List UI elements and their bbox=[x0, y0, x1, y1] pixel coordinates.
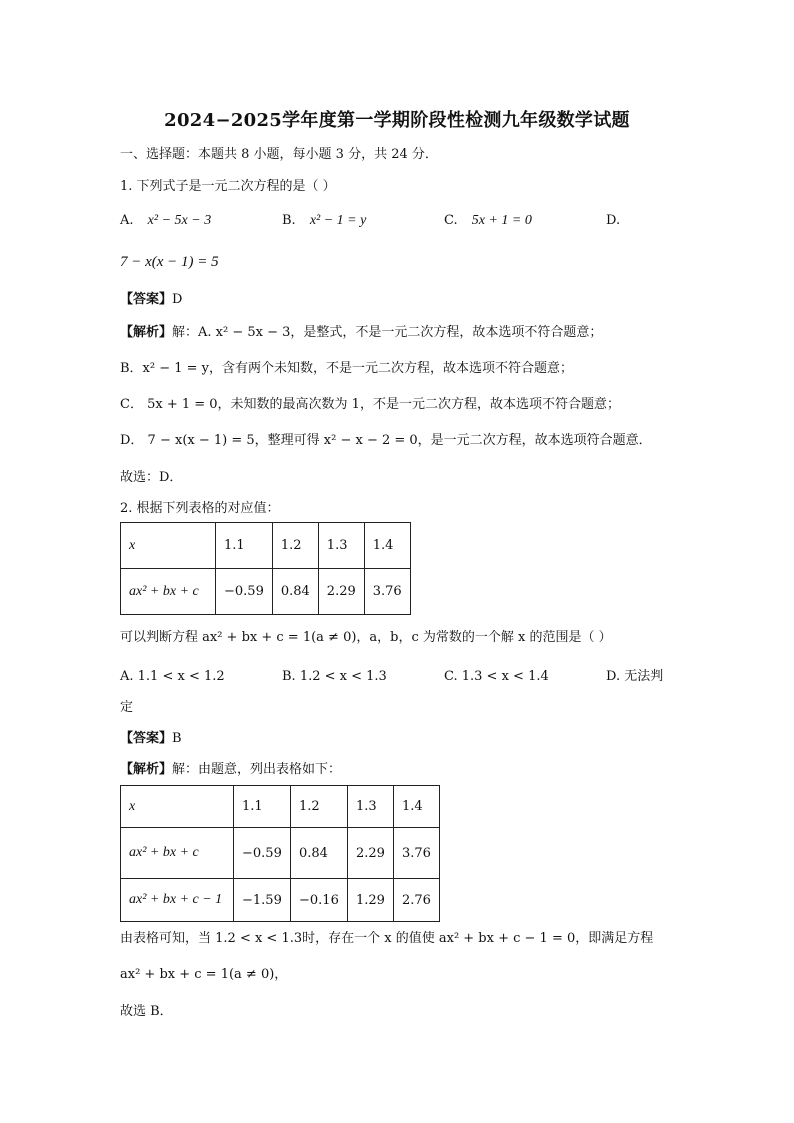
table-cell: −0.59 bbox=[216, 569, 273, 615]
table-cell: −0.59 bbox=[234, 828, 291, 879]
q2-option-a: A. 1.1 < x < 1.2 bbox=[120, 669, 225, 684]
q2-analysis-table bbox=[120, 785, 440, 922]
table-cell: x bbox=[121, 786, 234, 828]
table-cell: ax² + bx + c bbox=[121, 569, 216, 615]
table-cell: 3.76 bbox=[393, 828, 439, 879]
table-cell: −0.16 bbox=[291, 879, 348, 922]
q2-answer-value: B bbox=[172, 731, 182, 746]
table-cell: 1.2 bbox=[291, 786, 348, 828]
table-row bbox=[121, 828, 440, 879]
table-cell: −1.59 bbox=[234, 879, 291, 922]
q2-answer-label: 【答案】 bbox=[120, 731, 173, 746]
q1-option-b-label: B. bbox=[282, 213, 296, 228]
q1-analysis-c: C． 5x + 1 = 0，未知数的最高次数为 1，不是一元二次方程，故本选项不符合题意； bbox=[120, 397, 620, 412]
q1-option-b-expr: x² − 1 = y bbox=[309, 213, 367, 228]
q1-analysis-d: D． 7 − x(x − 1) = 5，整理可得 x² − x − 2 = 0，是一元二次方程，故本选项符合题意． bbox=[120, 433, 652, 448]
table-cell: x bbox=[121, 523, 216, 569]
q1-answer bbox=[120, 291, 182, 309]
table-cell: 2.29 bbox=[348, 828, 394, 879]
q1-option-a-expr: x² − 5x − 3 bbox=[147, 213, 212, 228]
q1-option-d-label: D. bbox=[606, 213, 621, 228]
q2-reasoning-line1: 由表格可知，当 1.2 < x < 1.3时，存在一个 x 的值使 ax² + bx + c − 1 = 0，即满足方程 bbox=[120, 931, 654, 946]
q2-reasoning-line2: ax² + bx + c = 1(a ≠ 0)， bbox=[120, 967, 288, 982]
q1-stem: 1. 下列式子是一元二次方程的是（ ） bbox=[120, 179, 336, 194]
table-row bbox=[121, 786, 440, 828]
table-cell: 1.3 bbox=[348, 786, 394, 828]
q2-analysis-label: 【解析】 bbox=[120, 762, 173, 777]
section-heading: 一、选择题：本题共 8 小题，每小题 3 分，共 24 分． bbox=[120, 147, 438, 162]
table-cell: ax² + bx + c bbox=[121, 828, 234, 879]
table-cell: 1.29 bbox=[348, 879, 394, 922]
q1-option-a-label: A. bbox=[120, 213, 134, 228]
q1-analysis-label: 【解析】 bbox=[120, 325, 173, 340]
q1-analysis-b: B．x² − 1 = y，含有两个未知数，不是一元二次方程，故本选项不符合题意； bbox=[120, 361, 574, 376]
table-cell: 1.4 bbox=[393, 786, 439, 828]
table-cell: 1.1 bbox=[216, 523, 273, 569]
q1-answer-value: D bbox=[172, 292, 183, 307]
table-cell: 3.76 bbox=[364, 569, 410, 615]
q1-conclusion: 故选：D． bbox=[120, 470, 183, 485]
table-row bbox=[121, 523, 411, 569]
q2-question: 可以判断方程 ax² + bx + c = 1(a ≠ 0)，a，b，c 为常数的一个解 x 的范围是（ ） bbox=[120, 630, 612, 645]
q1-option-c bbox=[444, 212, 532, 230]
table-cell: 1.1 bbox=[234, 786, 291, 828]
table-cell: 1.2 bbox=[272, 523, 318, 569]
q2-option-b: B. 1.2 < x < 1.3 bbox=[282, 669, 387, 684]
q1-option-c-expr: 5x + 1 = 0 bbox=[471, 213, 532, 228]
table-cell: ax² + bx + c − 1 bbox=[121, 879, 234, 922]
q2-option-d-continued: 定 bbox=[120, 700, 134, 715]
table-row bbox=[121, 879, 440, 922]
q2-value-table bbox=[120, 522, 411, 615]
table-cell: 1.3 bbox=[318, 523, 364, 569]
q2-answer bbox=[120, 730, 182, 748]
table-cell: 2.29 bbox=[318, 569, 364, 615]
table-cell: 2.76 bbox=[393, 879, 439, 922]
q1-option-d-expr: 7 − x(x − 1) = 5 bbox=[120, 254, 219, 270]
q2-analysis bbox=[120, 761, 341, 779]
q2-conclusion: 故选 B． bbox=[120, 1004, 173, 1019]
page-title: 2024−2025学年度第一学期阶段性检测九年级数学试题 bbox=[164, 110, 630, 131]
q1-analysis-a-text: 解：A. x² − 5x − 3，是整式，不是一元二次方程，故本选项不符合题意； bbox=[172, 325, 603, 340]
table-cell: 0.84 bbox=[272, 569, 318, 615]
table-cell: 0.84 bbox=[291, 828, 348, 879]
q1-analysis-a bbox=[120, 324, 602, 342]
table-cell: 1.4 bbox=[364, 523, 410, 569]
q1-answer-label: 【答案】 bbox=[120, 292, 173, 307]
q2-analysis-intro: 解：由题意，列出表格如下： bbox=[172, 762, 342, 777]
q1-option-b bbox=[282, 212, 366, 230]
q2-option-d: D. 无法判 bbox=[606, 669, 664, 684]
q2-stem: 2. 根据下列表格的对应值： bbox=[120, 501, 280, 516]
q1-option-a bbox=[120, 212, 211, 230]
q2-option-c: C. 1.3 < x < 1.4 bbox=[444, 669, 549, 684]
table-row bbox=[121, 569, 411, 615]
q1-option-c-label: C. bbox=[444, 213, 458, 228]
